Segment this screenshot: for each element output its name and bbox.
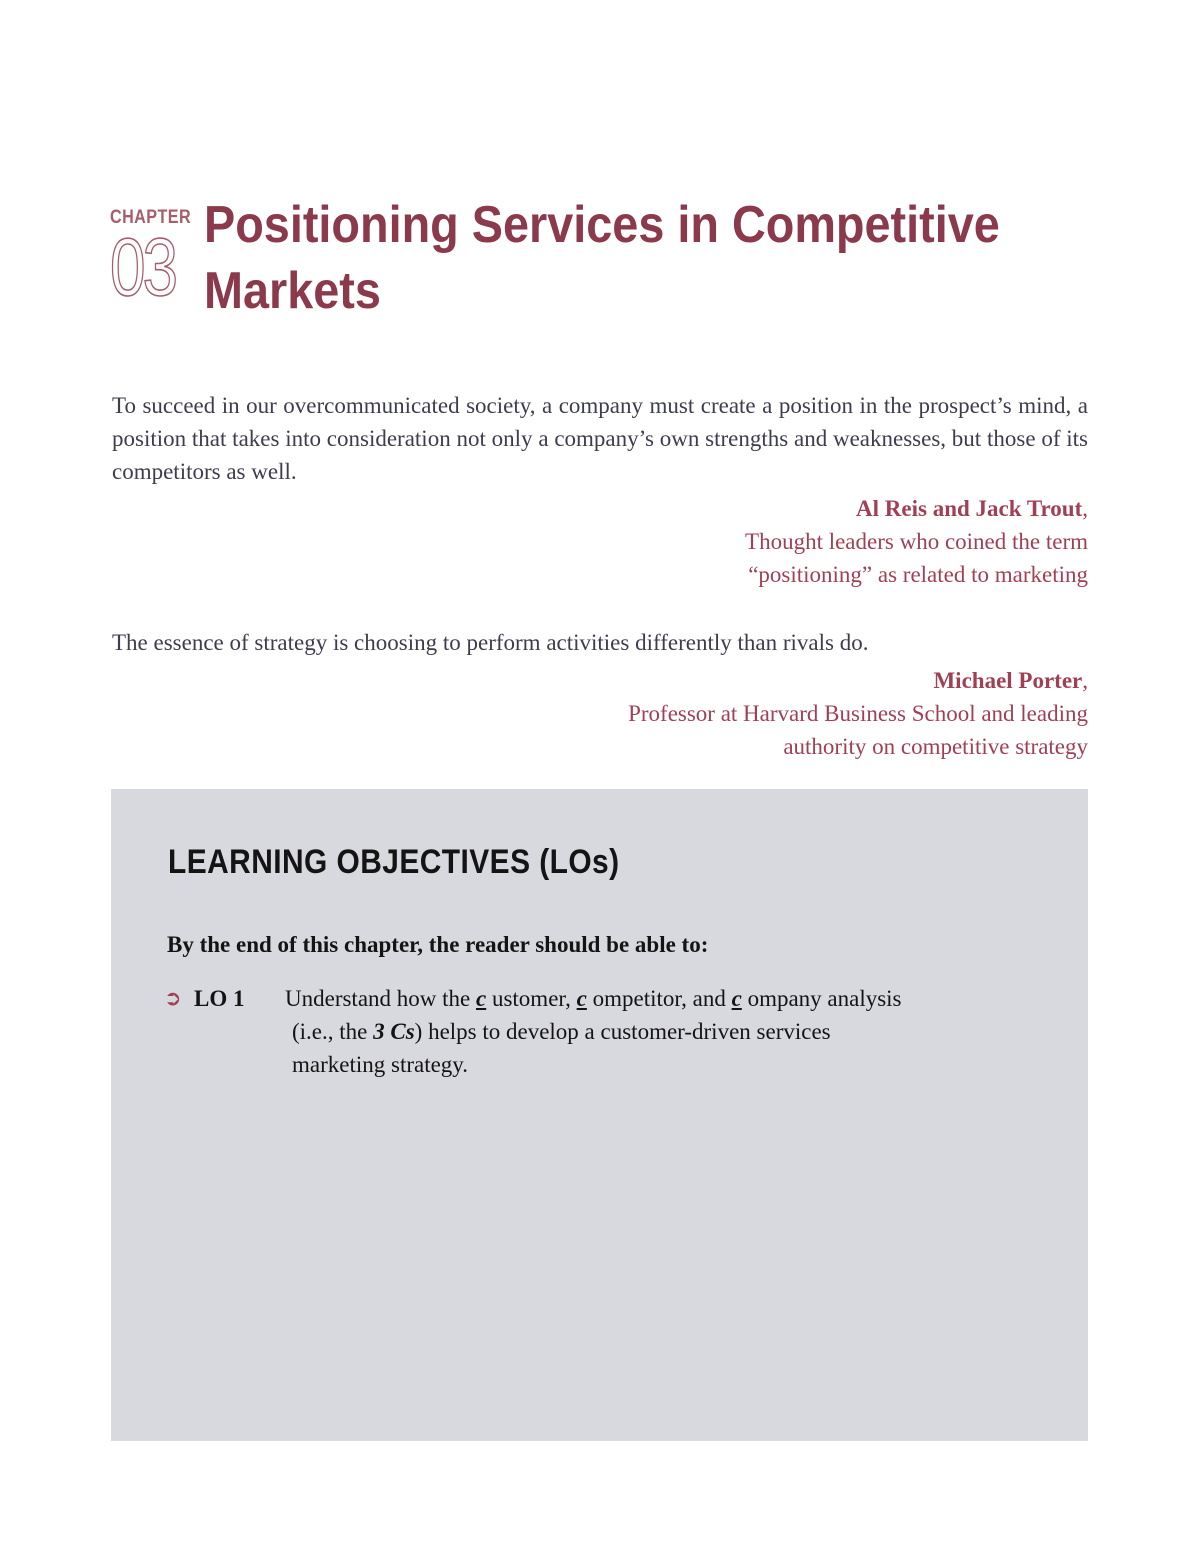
chapter-label: CHAPTER xyxy=(110,207,192,228)
lo-text-segment: ) helps to develop a customer-driven services xyxy=(414,1019,831,1044)
epigraph-attribution-2 xyxy=(628,664,1088,763)
lo-text-segment: (i.e., the xyxy=(292,1019,374,1044)
learning-objective-line-3: marketing strategy. xyxy=(292,1052,469,1077)
learning-objectives-box xyxy=(111,789,1088,1441)
epigraph-attribution-1 xyxy=(745,492,1088,591)
lo-text-segment: ompany analysis xyxy=(741,986,902,1011)
lo-emphasis-3cs: 3 Cs xyxy=(373,1019,415,1044)
chapter-title-line-1: Positioning Services in Competitive xyxy=(204,196,1000,254)
lo-text-segment: ompetitor, and xyxy=(586,986,732,1011)
learning-objectives-intro: By the end of this chapter, the reader should be able to: xyxy=(167,932,709,957)
lo-text-segment: Understand how the xyxy=(285,986,476,1011)
attribution-author: Michael Porter xyxy=(933,668,1083,693)
chapter-title xyxy=(204,192,1014,324)
chapter-marker xyxy=(110,207,200,313)
epigraph-quote-1: To succeed in our overcommunicated society, a company must create a position in the prospect’s mind, a position that takes into consideration not only a company’s own strengths and weaknesses, but those of its competitors as well. xyxy=(112,393,1088,484)
attribution-separator: , xyxy=(1082,668,1088,693)
attribution-separator: , xyxy=(1082,496,1088,521)
learning-objective-text xyxy=(285,982,1045,1081)
learning-objective-line-2 xyxy=(285,1015,1045,1048)
lo-emphasis-c-customer: c xyxy=(476,986,487,1011)
learning-objective-line-1 xyxy=(285,982,1045,1015)
chapter-number: 03 xyxy=(110,222,175,313)
attribution-role-line-1: Thought leaders who coined the term xyxy=(745,529,1088,554)
epigraph-quote-2: The essence of strategy is choosing to perform activities differently than rivals do. xyxy=(112,630,869,655)
attribution-author: Al Reis and Jack Trout xyxy=(856,496,1083,521)
lo-emphasis-c-company: c xyxy=(731,986,742,1011)
attribution-role-line-2: “positioning” as related to marketing xyxy=(748,562,1088,587)
attribution-author-line xyxy=(745,492,1088,525)
lo-text-segment: ustomer, xyxy=(486,986,577,1011)
attribution-role-line-1: Professor at Harvard Business School and leading xyxy=(628,701,1088,726)
attribution-author-line xyxy=(628,664,1088,697)
lo-emphasis-c-competitor: c xyxy=(576,986,587,1011)
chapter-title-line-2: Markets xyxy=(204,262,381,320)
attribution-role-line-2: authority on competitive strategy xyxy=(783,734,1088,759)
arrow-bullet-icon: ➲ xyxy=(164,986,182,1010)
learning-objective-code: LO 1 xyxy=(194,986,245,1011)
learning-objectives-heading: LEARNING OBJECTIVES (LOs) xyxy=(168,843,620,881)
